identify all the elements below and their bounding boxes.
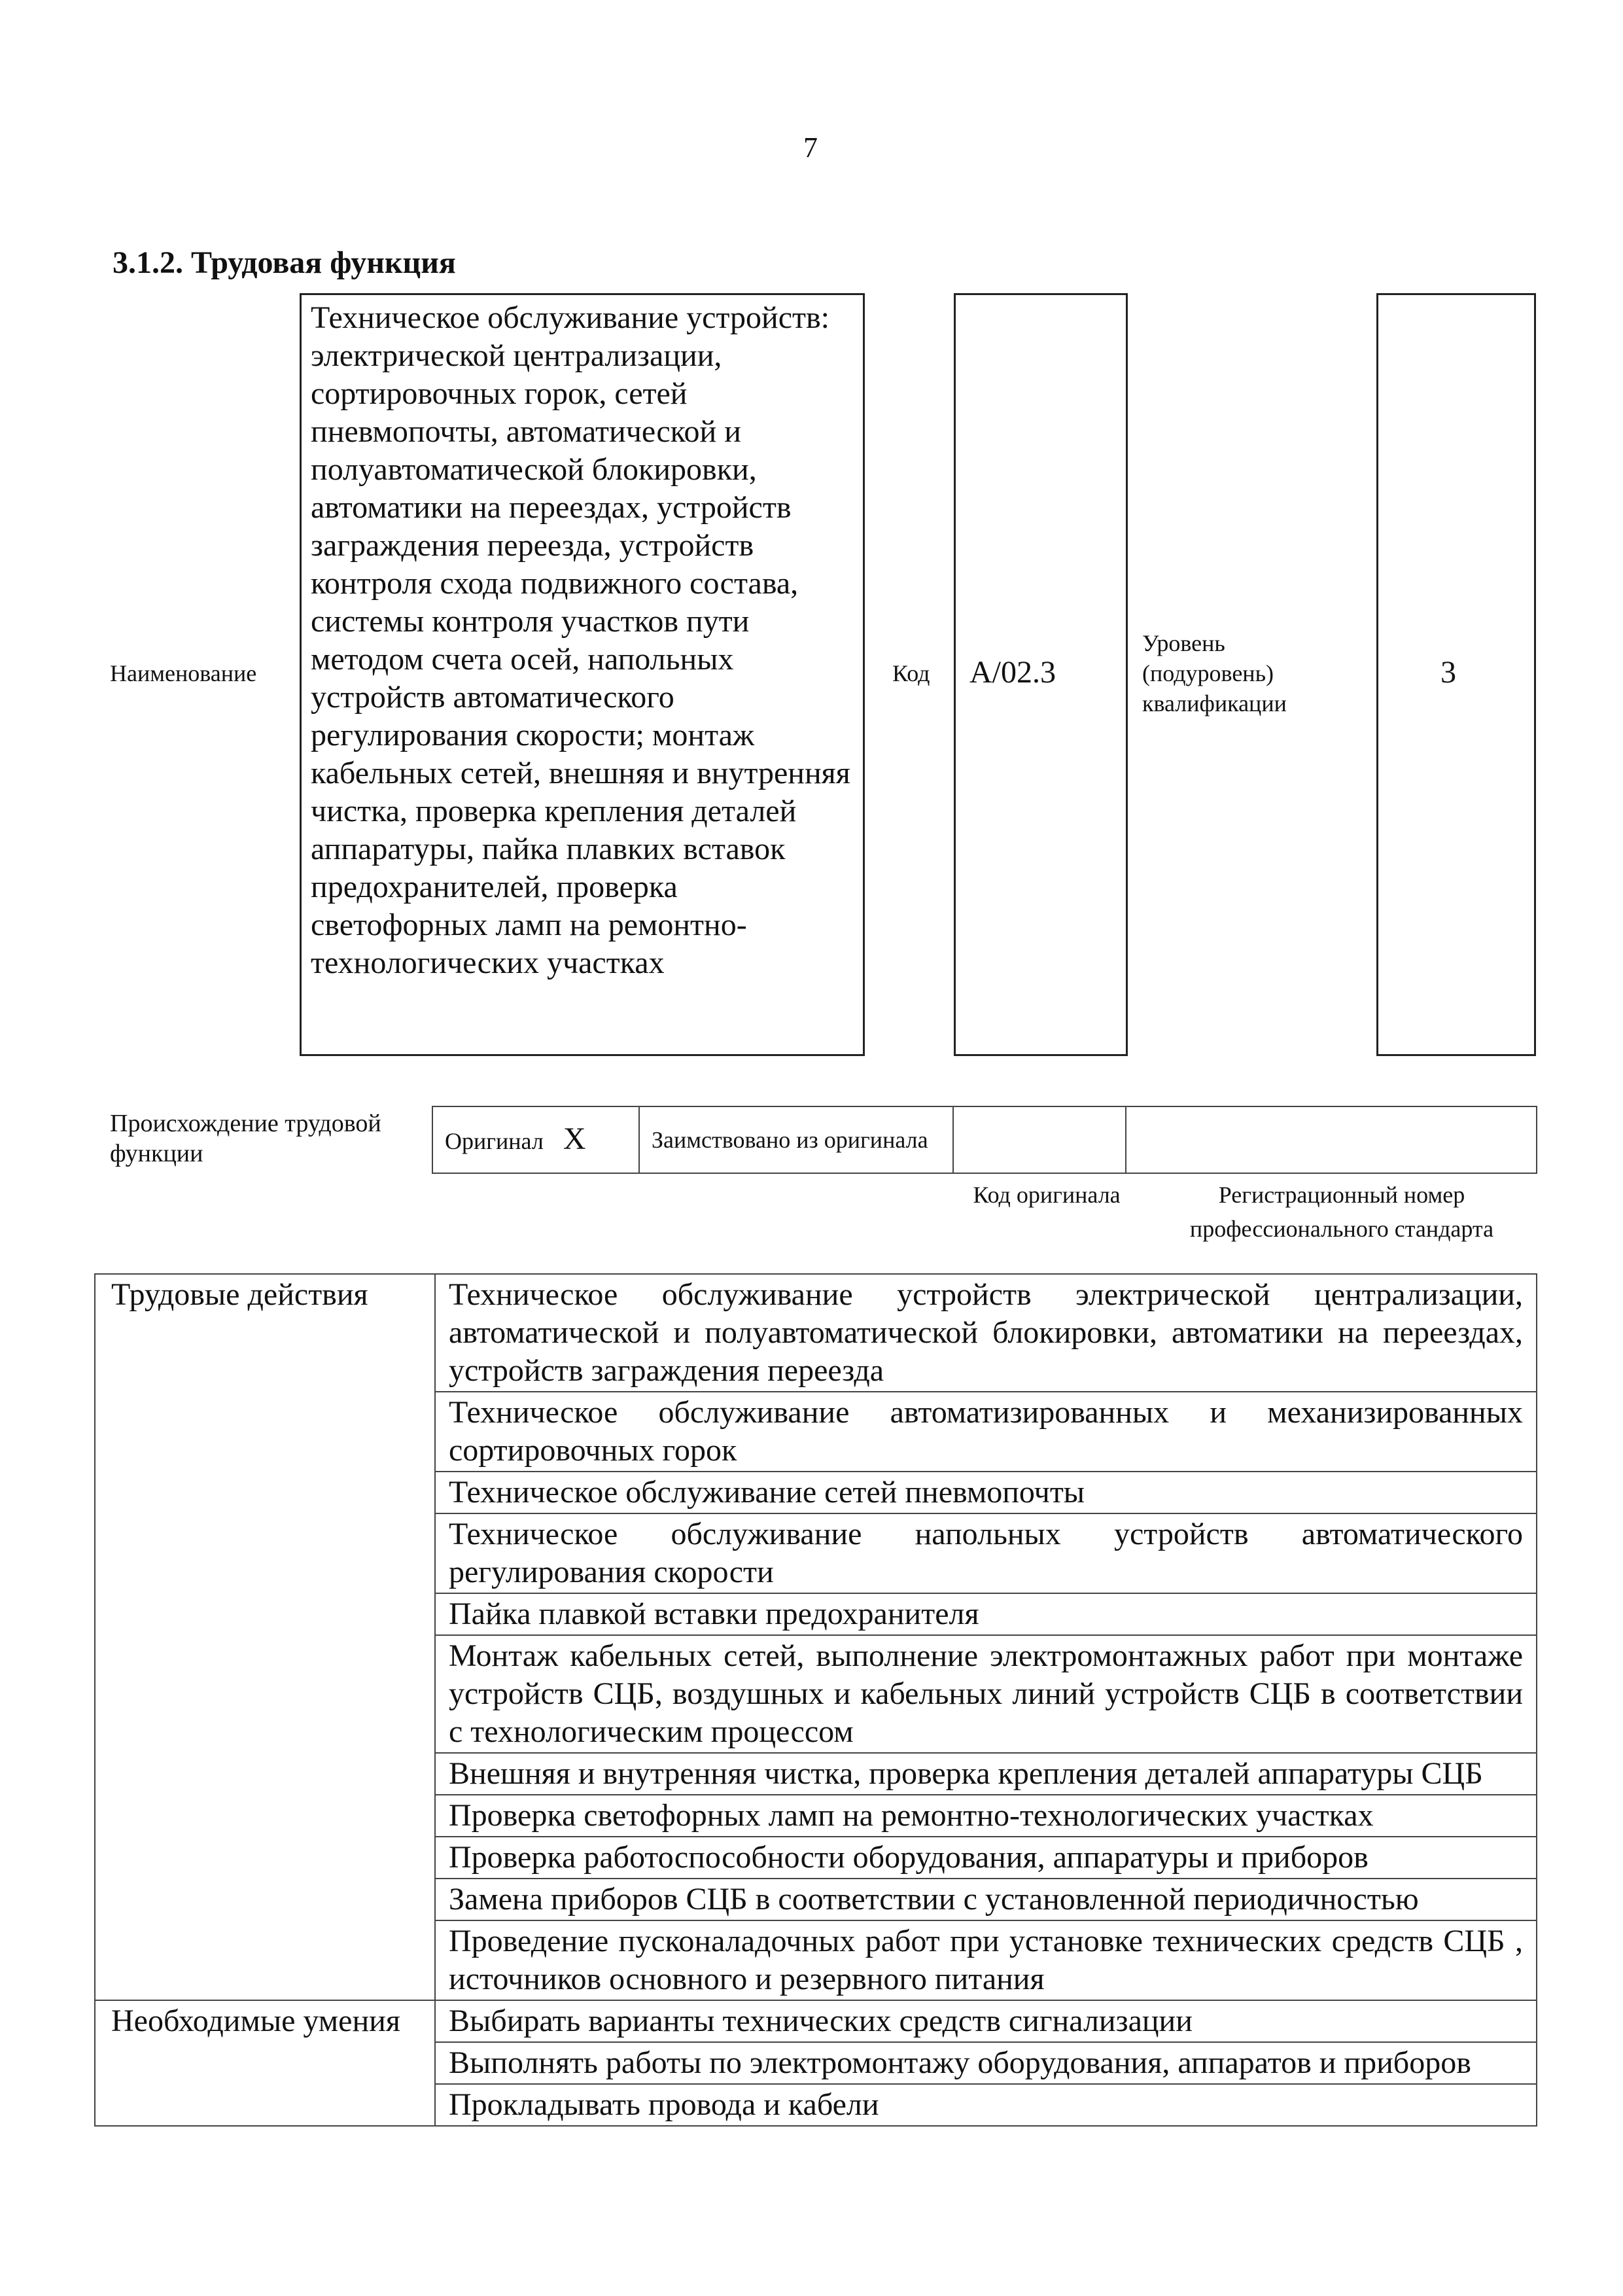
table-row xyxy=(95,1274,1537,1392)
name-label: Наименование xyxy=(110,660,257,686)
level-label: Уровень (подуровень) квалификации xyxy=(1142,630,1287,716)
labor-action-item: Пайка плавкой вставки предохранителя xyxy=(435,1593,1537,1635)
skill-item: Прокладывать провода и кабели xyxy=(435,2084,1537,2126)
labor-action-item: Техническое обслуживание напольных устройств автоматического регулирования скорости xyxy=(435,1513,1537,1593)
skill-item: Выполнять работы по электромонтажу оборудования, аппаратов и приборов xyxy=(435,2042,1537,2084)
skill-item: Выбирать варианты технических средств сигнализации xyxy=(435,2000,1537,2042)
origin-table xyxy=(432,1106,1537,1174)
section-title: 3.1.2. Трудовая функция xyxy=(113,245,456,280)
page-number: 7 xyxy=(803,132,818,164)
name-box xyxy=(300,293,865,1056)
original-mark: X xyxy=(563,1121,586,1156)
code-label: Код xyxy=(892,660,930,686)
borrowed-label: Заимствовано из оригинала xyxy=(639,1106,953,1173)
labor-action-item: Монтаж кабельных сетей, выполнение электромонтажных работ при монтаже устройств СЦБ, воздушных и кабельных линий устройств СЦБ в соответствии с технологическим процессом xyxy=(435,1635,1537,1753)
level-value: 3 xyxy=(1440,655,1456,690)
code-original-cell xyxy=(953,1106,1126,1173)
function-name: Техническое обслуживание устройств: электрической централизации, сортировочных горок, сетей пневмопочты, автоматической и полуавтоматической блокировки, автоматики на переездах, устройств заграждения переезда, устройств контроля схода подвижного состава, системы контроля участков пути методом счета осей, напольных устройств автоматического регулирования скорости; монтаж кабельных сетей, внешняя и внутренняя чистка, проверка крепления деталей аппаратуры, пайка плавких вставок предохранителей, проверка светофорных ламп на ремонтно-технологических участках xyxy=(311,300,850,980)
labor-action-item: Техническое обслуживание автоматизированных и механизированных сортировочных горок xyxy=(435,1392,1537,1472)
labor-action-item: Техническое обслуживание сетей пневмопочты xyxy=(435,1472,1537,1513)
skills-label: Необходимые умения xyxy=(95,2000,435,2126)
labor-actions-label: Трудовые действия xyxy=(95,1274,435,2000)
original-label: Оригинал xyxy=(445,1127,544,1154)
origin-label: Происхождение трудовой функции xyxy=(110,1110,381,1167)
reg-number-cell xyxy=(1126,1106,1537,1173)
labor-function-table xyxy=(94,1273,1537,2127)
labor-action-item: Техническое обслуживание устройств электрической централизации, автоматической и полуавтоматической блокировки, автоматики на переездах, устройств заграждения переезда xyxy=(435,1274,1537,1392)
labor-action-item: Проведение пусконаладочных работ при установке технических средств СЦБ , источников основного и резервного питания xyxy=(435,1920,1537,2000)
table-row xyxy=(95,2000,1537,2042)
labor-action-item: Внешняя и внутренняя чистка, проверка крепления деталей аппаратуры СЦБ xyxy=(435,1753,1537,1795)
level-box xyxy=(1376,293,1536,1056)
code-value: A/02.3 xyxy=(969,655,1056,690)
origin-original-cell xyxy=(432,1106,639,1173)
caption-code-original: Код оригинала xyxy=(973,1182,1121,1208)
labor-action-item: Проверка работоспособности оборудования, аппаратуры и приборов xyxy=(435,1837,1537,1879)
labor-action-item: Проверка светофорных ламп на ремонтно-технологических участках xyxy=(435,1795,1537,1837)
labor-action-item: Замена приборов СЦБ в соответствии с установленной периодичностью xyxy=(435,1879,1537,1920)
caption-registration-number: Регистрационный номер профессионального стандарта xyxy=(1189,1182,1494,1242)
